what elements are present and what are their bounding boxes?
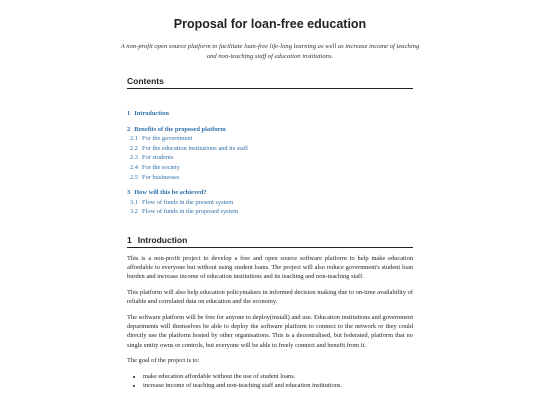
paragraph: This is a non-profit project to develop a free and open source software platform to help make education affordable to everyone but without using student loans. The project will also reduce government's student loan burden and increase income of education institutions and its teaching and non-teaching staff.: [127, 255, 413, 281]
toc-label: Flow of funds in the proposed system: [142, 208, 239, 216]
paragraph: The goal of the project is to:: [127, 357, 200, 365]
toc-label: For students: [142, 154, 174, 162]
toc-number: 3.2: [130, 208, 138, 216]
toc-label: Benefits of the proposed platform: [134, 125, 226, 133]
toc-label: For the society: [142, 163, 180, 171]
abstract: A non-profit open source platform to facilitate loan-free life-long learning as well as increase income of teaching and non-teaching staff of education institutions.: [120, 43, 420, 60]
table-of-contents: [127, 109, 417, 217]
toc-subsection-link[interactable]: [127, 198, 417, 208]
toc-number: 2.2: [130, 144, 138, 152]
toc-label: For the education institutions and its staff: [142, 144, 249, 152]
toc-number: 2.1: [130, 135, 138, 143]
toc-label: For businesses: [142, 173, 180, 181]
toc-subsection-link[interactable]: [127, 207, 417, 217]
paragraph: This platform will also help education policymakers in informed decision making due to on-time availability of reliable and correlated data on education and the economy.: [127, 289, 413, 306]
list-item: • increase income of teaching and non-teaching staff and education institutions.: [143, 381, 413, 390]
toc-subsection-link[interactable]: [127, 144, 417, 154]
toc-number: 2.4: [130, 163, 138, 171]
toc-subsection-link[interactable]: [127, 134, 417, 144]
toc-section-link[interactable]: [127, 125, 417, 135]
section-number: 1: [127, 235, 132, 245]
toc-number: 3.1: [130, 198, 138, 206]
toc-number: 2.5: [130, 173, 138, 181]
toc-label: Flow of funds in the present system: [142, 198, 234, 206]
toc-subsection-link[interactable]: [127, 163, 417, 173]
introduction-heading: [127, 235, 413, 248]
list-item: • make education affordable without the use of student loans.: [143, 372, 413, 381]
section-title: Introduction: [137, 235, 188, 245]
page-title: Proposal for loan-free education: [173, 17, 367, 31]
toc-number: 3: [127, 189, 131, 197]
toc-section-link[interactable]: [127, 188, 417, 198]
goals-list: [127, 372, 413, 390]
contents-heading-text: Contents: [127, 76, 164, 86]
toc-label: For the government: [142, 135, 193, 143]
toc-subsection-link[interactable]: [127, 173, 417, 183]
toc-subsection-link[interactable]: [127, 153, 417, 163]
toc-label: How will this be achieved?: [134, 189, 207, 197]
introduction-body: [127, 254, 413, 390]
toc-number: 2: [127, 125, 131, 133]
toc-number: 1: [127, 110, 131, 117]
toc-section-link[interactable]: [127, 109, 417, 119]
toc-number: 2.3: [130, 154, 138, 162]
toc-label: Introduction: [134, 110, 169, 117]
contents-heading: [127, 76, 413, 89]
paragraph: The software platform will be free for anyone to deploy(install) and use. Education institutions and government departments will themselves be able to deploy the software platform to connect to the network or they could directly use the platform hosted by other organisations. This is a decentralised, but federated, platform that no single entity owns or controls, but everyone will be able to freely connect and benefit from it.: [127, 314, 413, 349]
